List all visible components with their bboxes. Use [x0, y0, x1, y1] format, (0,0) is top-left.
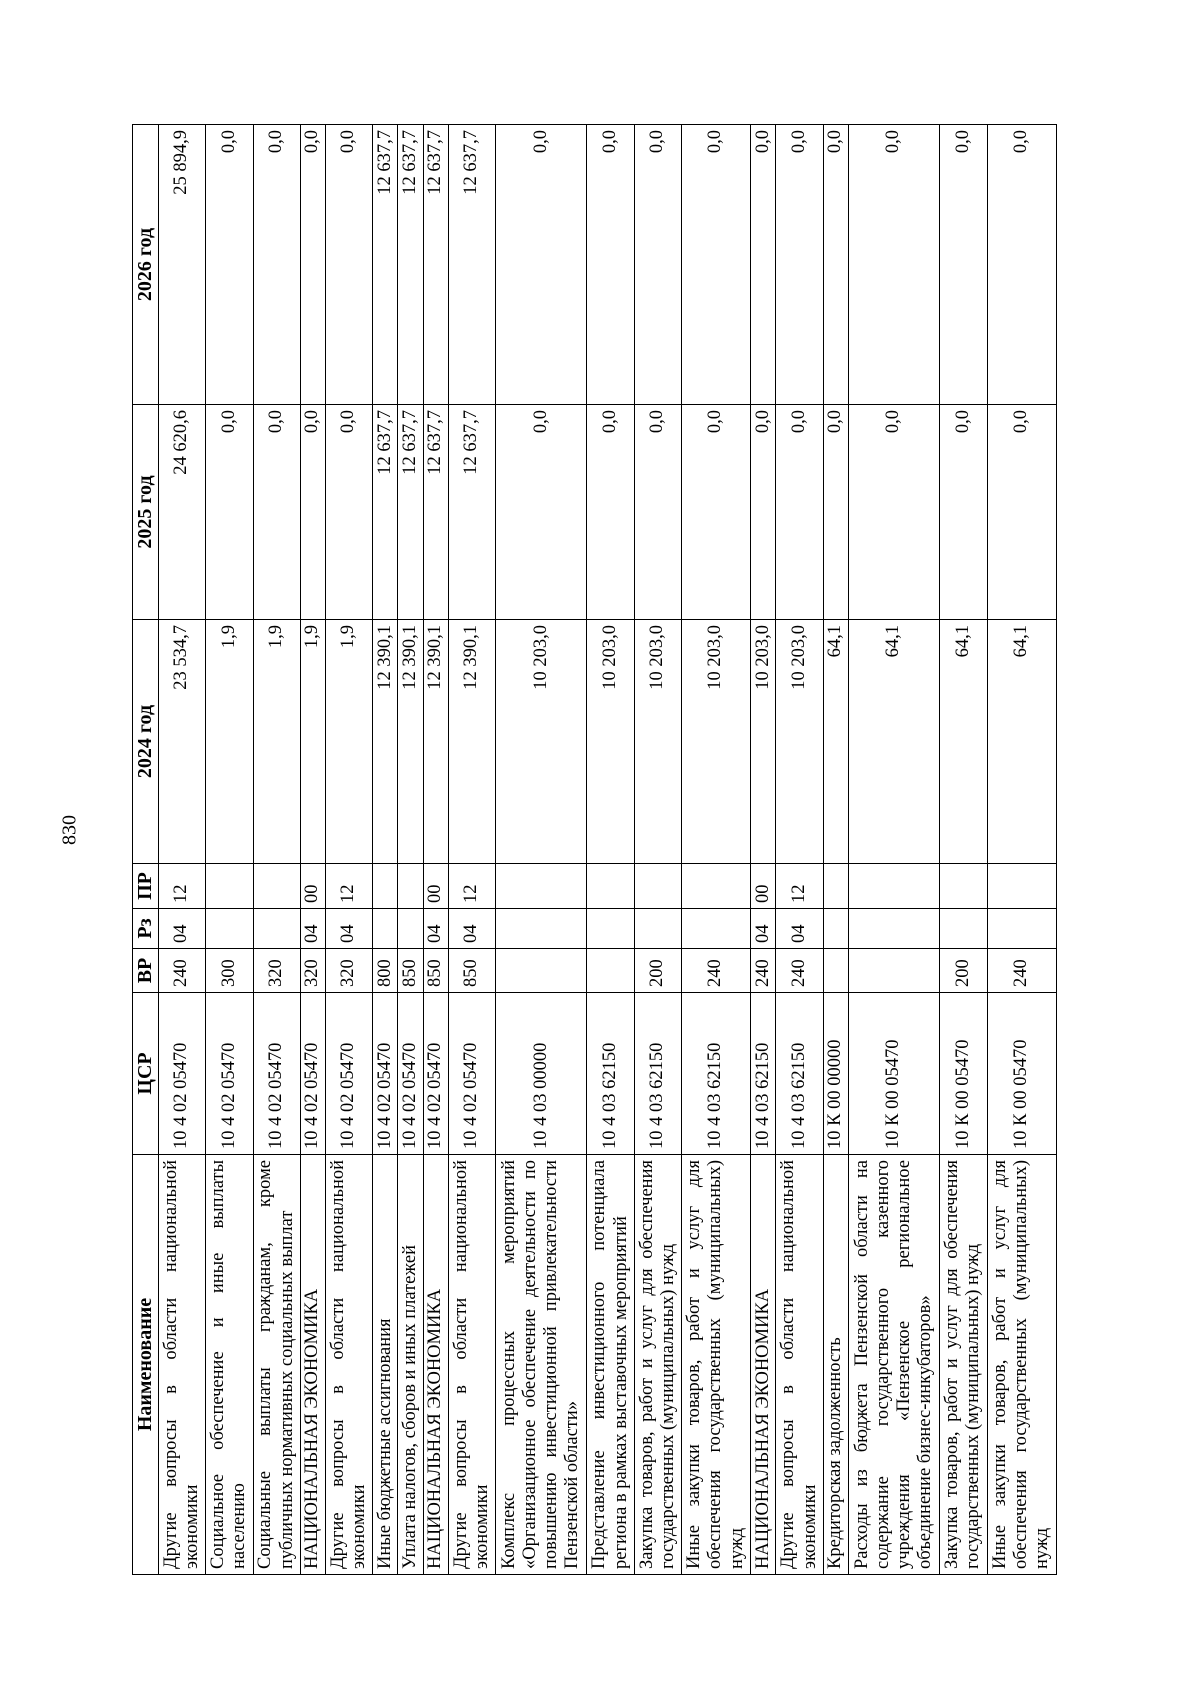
cell-csr: 10 4 03 62150: [587, 993, 634, 1155]
table-row: [398, 125, 423, 1575]
cell-rz: 04: [448, 909, 495, 949]
cell-2025: 0,0: [681, 405, 750, 620]
rotated-page-content: [132, 125, 1057, 1575]
cell-rz: 04: [300, 909, 325, 949]
cell-pr: 00: [751, 864, 776, 909]
header-name: Наименование: [133, 1155, 159, 1575]
table-row: [325, 125, 372, 1575]
table-row: [987, 125, 1056, 1575]
cell-2024: 10 203,0: [587, 620, 634, 864]
cell-2026: 0,0: [823, 125, 848, 405]
cell-vr: 320: [300, 949, 325, 993]
cell-2024: 64,1: [940, 620, 987, 864]
cell-rz: [848, 909, 939, 949]
header-2025: 2025 год: [133, 405, 159, 620]
cell-vr: 240: [751, 949, 776, 993]
cell-pr: [253, 864, 300, 909]
table-row: [496, 125, 587, 1575]
cell-2024: 12 390,1: [448, 620, 495, 864]
cell-name: Другие вопросы в области национальной экономики: [776, 1155, 823, 1575]
cell-pr: [398, 864, 423, 909]
cell-name: Представление инвестиционного потенциала региона в рамках выставочных мероприятий: [587, 1155, 634, 1575]
cell-vr: 240: [776, 949, 823, 993]
cell-2026: 0,0: [751, 125, 776, 405]
table-row: [206, 125, 253, 1575]
cell-name: НАЦИОНАЛЬНАЯ ЭКОНОМИКА: [751, 1155, 776, 1575]
cell-2024: 12 390,1: [398, 620, 423, 864]
cell-2024: 10 203,0: [634, 620, 681, 864]
cell-rz: [823, 909, 848, 949]
cell-csr: 10 К 00 05470: [848, 993, 939, 1155]
cell-pr: [206, 864, 253, 909]
cell-pr: 12: [325, 864, 372, 909]
cell-csr: 10 К 00 05470: [987, 993, 1056, 1155]
cell-2025: 0,0: [300, 405, 325, 620]
cell-2026: 25 894,9: [159, 125, 206, 405]
cell-2026: 0,0: [587, 125, 634, 405]
cell-csr: 10 4 03 62150: [776, 993, 823, 1155]
header-vr: ВР: [133, 949, 159, 993]
cell-csr: 10 4 02 05470: [206, 993, 253, 1155]
cell-vr: 850: [398, 949, 423, 993]
cell-vr: 240: [159, 949, 206, 993]
cell-csr: 10 К 00 00000: [823, 993, 848, 1155]
cell-2026: 12 637,7: [373, 125, 398, 405]
cell-vr: [496, 949, 587, 993]
cell-2025: 0,0: [206, 405, 253, 620]
header-2024: 2024 год: [133, 620, 159, 864]
cell-name: Иные бюджетные ассигнования: [373, 1155, 398, 1575]
cell-rz: 04: [159, 909, 206, 949]
cell-2026: 0,0: [300, 125, 325, 405]
cell-pr: 12: [776, 864, 823, 909]
cell-pr: [496, 864, 587, 909]
cell-2025: 0,0: [848, 405, 939, 620]
cell-vr: 240: [681, 949, 750, 993]
cell-2024: 23 534,7: [159, 620, 206, 864]
cell-vr: 850: [423, 949, 448, 993]
cell-pr: [681, 864, 750, 909]
cell-rz: [206, 909, 253, 949]
cell-2024: 10 203,0: [496, 620, 587, 864]
cell-2024: 12 390,1: [423, 620, 448, 864]
cell-csr: 10 4 02 05470: [159, 993, 206, 1155]
table-row: [300, 125, 325, 1575]
header-pr: ПР: [133, 864, 159, 909]
cell-csr: 10 4 03 62150: [681, 993, 750, 1155]
cell-2026: 0,0: [634, 125, 681, 405]
table-body: [159, 125, 1057, 1575]
cell-2026: 0,0: [496, 125, 587, 405]
cell-csr: 10 4 03 62150: [751, 993, 776, 1155]
cell-pr: [373, 864, 398, 909]
cell-csr: 10 4 02 05470: [300, 993, 325, 1155]
table-row: [448, 125, 495, 1575]
cell-pr: [848, 864, 939, 909]
page-number: 830: [58, 815, 81, 845]
cell-pr: 00: [423, 864, 448, 909]
cell-2024: 10 203,0: [776, 620, 823, 864]
cell-vr: 240: [987, 949, 1056, 993]
cell-2025: 0,0: [823, 405, 848, 620]
cell-2025: 0,0: [634, 405, 681, 620]
cell-rz: [634, 909, 681, 949]
cell-csr: 10 4 02 05470: [325, 993, 372, 1155]
cell-2024: 1,9: [253, 620, 300, 864]
cell-pr: 12: [159, 864, 206, 909]
cell-2024: 64,1: [987, 620, 1056, 864]
header-row: [133, 125, 159, 1575]
cell-2025: 0,0: [940, 405, 987, 620]
cell-2026: 0,0: [206, 125, 253, 405]
cell-csr: 10 К 00 05470: [940, 993, 987, 1155]
cell-2025: 12 637,7: [448, 405, 495, 620]
cell-2026: 0,0: [253, 125, 300, 405]
table-row: [751, 125, 776, 1575]
cell-pr: 12: [448, 864, 495, 909]
cell-2025: 0,0: [751, 405, 776, 620]
table-row: [823, 125, 848, 1575]
cell-name: Иные закупки товаров, работ и услуг для обеспечения государственных (муниципальных) нужд: [681, 1155, 750, 1575]
cell-2025: 0,0: [325, 405, 372, 620]
header-csr: ЦСР: [133, 993, 159, 1155]
cell-pr: 00: [300, 864, 325, 909]
cell-rz: [253, 909, 300, 949]
cell-name: Иные закупки товаров, работ и услуг для обеспечения государственных (муниципальных) нужд: [987, 1155, 1056, 1575]
table-row: [776, 125, 823, 1575]
cell-csr: 10 4 02 05470: [253, 993, 300, 1155]
cell-pr: [987, 864, 1056, 909]
cell-vr: 320: [325, 949, 372, 993]
cell-name: Уплата налогов, сборов и иных платежей: [398, 1155, 423, 1575]
cell-2024: 10 203,0: [681, 620, 750, 864]
cell-vr: [587, 949, 634, 993]
cell-2024: 64,1: [823, 620, 848, 864]
cell-2024: 1,9: [325, 620, 372, 864]
cell-name: НАЦИОНАЛЬНАЯ ЭКОНОМИКА: [300, 1155, 325, 1575]
cell-name: Расходы из бюджета Пензенской области на содержание государственного казенного учреждения «Пензенское региональное объединение бизнес-инкубаторов»: [848, 1155, 939, 1575]
cell-name: Комплекс процессных мероприятий «Организационное обеспечение деятельности по повышению инвестиционной привлекательности Пензенской области»: [496, 1155, 587, 1575]
cell-pr: [823, 864, 848, 909]
cell-2025: 12 637,7: [373, 405, 398, 620]
cell-rz: [373, 909, 398, 949]
cell-2024: 10 203,0: [751, 620, 776, 864]
cell-csr: 10 4 03 00000: [496, 993, 587, 1155]
cell-2025: 12 637,7: [398, 405, 423, 620]
cell-2026: 0,0: [940, 125, 987, 405]
cell-2025: 0,0: [587, 405, 634, 620]
cell-2024: 1,9: [300, 620, 325, 864]
table-row: [848, 125, 939, 1575]
cell-csr: 10 4 02 05470: [398, 993, 423, 1155]
cell-vr: 800: [373, 949, 398, 993]
cell-rz: 04: [325, 909, 372, 949]
header-rz: Рз: [133, 909, 159, 949]
table-row: [681, 125, 750, 1575]
cell-vr: 300: [206, 949, 253, 993]
cell-2026: 0,0: [776, 125, 823, 405]
table-row: [587, 125, 634, 1575]
cell-csr: 10 4 03 62150: [634, 993, 681, 1155]
table-row: [423, 125, 448, 1575]
cell-vr: 850: [448, 949, 495, 993]
cell-pr: [587, 864, 634, 909]
cell-2025: 0,0: [987, 405, 1056, 620]
cell-rz: 04: [423, 909, 448, 949]
cell-2025: 12 637,7: [423, 405, 448, 620]
cell-2025: 0,0: [496, 405, 587, 620]
cell-rz: [398, 909, 423, 949]
cell-name: Социальное обеспечение и иные выплаты населению: [206, 1155, 253, 1575]
cell-pr: [940, 864, 987, 909]
table-row: [253, 125, 300, 1575]
cell-csr: 10 4 02 05470: [423, 993, 448, 1155]
cell-2026: 0,0: [848, 125, 939, 405]
cell-2024: 64,1: [848, 620, 939, 864]
cell-rz: [987, 909, 1056, 949]
cell-name: Социальные выплаты гражданам, кроме публичных нормативных социальных выплат: [253, 1155, 300, 1575]
cell-csr: 10 4 02 05470: [373, 993, 398, 1155]
cell-2025: 0,0: [253, 405, 300, 620]
cell-csr: 10 4 02 05470: [448, 993, 495, 1155]
cell-2024: 12 390,1: [373, 620, 398, 864]
cell-2026: 0,0: [681, 125, 750, 405]
cell-2026: 12 637,7: [398, 125, 423, 405]
cell-name: Другие вопросы в области национальной экономики: [448, 1155, 495, 1575]
cell-2025: 24 620,6: [159, 405, 206, 620]
cell-vr: 200: [940, 949, 987, 993]
cell-2026: 12 637,7: [448, 125, 495, 405]
table-row: [634, 125, 681, 1575]
budget-table: [132, 124, 1057, 1575]
cell-rz: 04: [776, 909, 823, 949]
cell-name: Другие вопросы в области национальной экономики: [159, 1155, 206, 1575]
cell-rz: 04: [751, 909, 776, 949]
cell-2026: 12 637,7: [423, 125, 448, 405]
cell-name: Закупка товаров, работ и услуг для обеспечения государственных (муниципальных) нужд: [634, 1155, 681, 1575]
cell-rz: [496, 909, 587, 949]
cell-2024: 1,9: [206, 620, 253, 864]
cell-rz: [681, 909, 750, 949]
cell-vr: [823, 949, 848, 993]
cell-name: Закупка товаров, работ и услуг для обеспечения государственных (муниципальных) нужд: [940, 1155, 987, 1575]
cell-name: Кредиторская задолженность: [823, 1155, 848, 1575]
cell-rz: [587, 909, 634, 949]
table-row: [159, 125, 206, 1575]
table-row: [373, 125, 398, 1575]
cell-2026: 0,0: [325, 125, 372, 405]
cell-name: Другие вопросы в области национальной экономики: [325, 1155, 372, 1575]
table-row: [940, 125, 987, 1575]
cell-vr: [848, 949, 939, 993]
cell-2025: 0,0: [776, 405, 823, 620]
cell-vr: 320: [253, 949, 300, 993]
cell-name: НАЦИОНАЛЬНАЯ ЭКОНОМИКА: [423, 1155, 448, 1575]
cell-pr: [634, 864, 681, 909]
header-2026: 2026 год: [133, 125, 159, 405]
cell-2026: 0,0: [987, 125, 1056, 405]
cell-vr: 200: [634, 949, 681, 993]
cell-rz: [940, 909, 987, 949]
